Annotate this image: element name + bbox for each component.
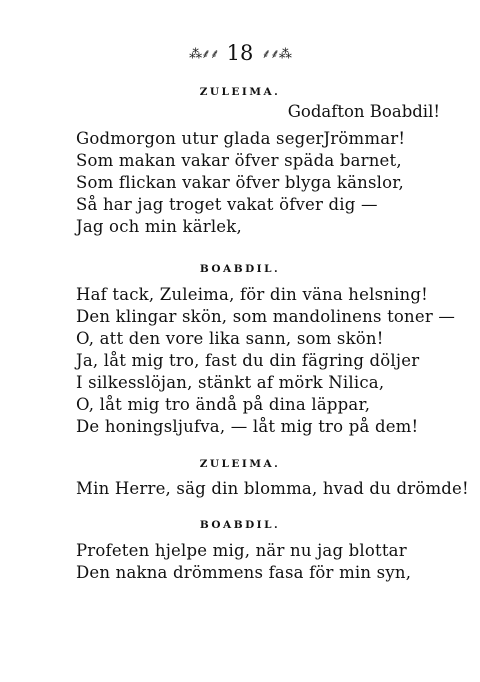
verse-block (76, 284, 455, 438)
page-header (0, 41, 480, 67)
verse-line: Som makan vakar öfver späda barnet, (76, 151, 402, 170)
verse-line: Godmorgon utur glada segerJrömmar! (76, 129, 406, 148)
verse-line: O, låt mig tro ändå på dina läppar, (76, 395, 371, 414)
verse-line: Så har jag troget vakat öfver dig — (76, 195, 378, 214)
verse-line: Profeten hjelpe mig, när nu jag blottar (76, 541, 407, 560)
speaker-name: BOABDIL. (199, 263, 281, 275)
verse-line-right: Godafton Boabdil! (287, 102, 440, 121)
verse-line: Den nakna drömmens fasa för min syn, (76, 563, 412, 582)
ornament-right: ⸙⸙⁂ (261, 46, 291, 62)
verse-line: O, att den vore lika sann, som skön! (76, 329, 384, 348)
verse-block (76, 478, 469, 500)
verse-line: De honingsljufva, — låt mig tro på dem! (76, 417, 419, 436)
verse-block (76, 540, 411, 584)
verse-line: Haf tack, Zuleima, för din väna helsning! (76, 285, 428, 304)
speaker-name: ZULEIMA. (199, 458, 281, 470)
speaker-name: ZULEIMA. (199, 86, 281, 98)
verse-line: Den klingar skön, som mandolinens toner — (76, 307, 456, 326)
verse-line: I silkesslöjan, stänkt af mörk Nilica, (76, 373, 385, 392)
verse-line: Min Herre, säg din blomma, hvad du drömde! (76, 479, 469, 498)
ornament-left: ⁂⸙⸙ (189, 46, 219, 62)
speaker-name: BOABDIL. (199, 519, 281, 531)
verse-line: Ja, låt mig tro, fast du din fägring döljer (76, 351, 420, 370)
verse-line: Jag och min kärlek, (76, 217, 242, 236)
verse-line: Som flickan vakar öfver blyga känslor, (76, 173, 404, 192)
verse-block (76, 128, 405, 238)
page-number: 18 (226, 41, 254, 65)
